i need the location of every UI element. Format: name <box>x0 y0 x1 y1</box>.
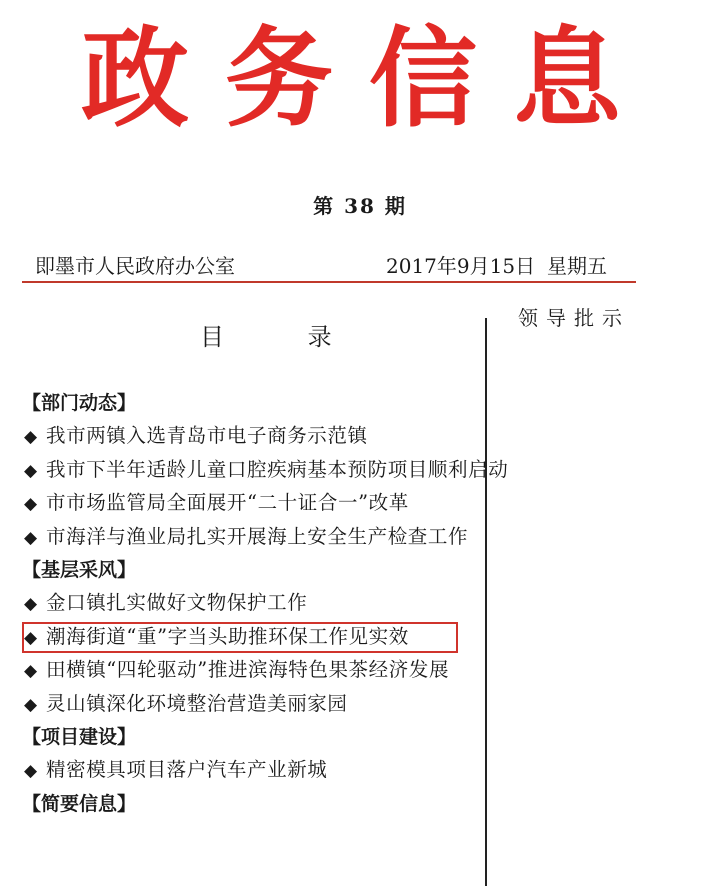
masthead-title: 政务信息 <box>80 17 657 142</box>
issue-weekday: 星期五 <box>547 254 607 278</box>
issue-date: 2017年9月15日 <box>386 254 536 278</box>
toc-item-label: 田横镇“四轮驱动”推进滨海特色果茶经济发展 <box>46 658 450 682</box>
toc-item[interactable] <box>22 455 509 488</box>
issuing-office: 即墨市人民政府办公室 <box>35 254 235 278</box>
toc-section-heading: 【部门动态】 <box>22 392 137 414</box>
toc-item-label: 灵山镇深化环境整治营造美丽家园 <box>46 691 348 715</box>
toc-item-label: 市市场监管局全面展开“二十证合一”改革 <box>46 491 409 515</box>
toc-item-label: 金口镇扎实做好文物保护工作 <box>46 591 308 615</box>
diamond-bullet-icon: ◆ <box>24 627 38 648</box>
toc-item-highlighted[interactable] <box>22 622 482 655</box>
diamond-bullet-icon: ◆ <box>24 527 38 548</box>
toc-item[interactable] <box>22 522 482 555</box>
leader-instructions-title: 领导批示 <box>518 306 630 330</box>
diamond-bullet-icon: ◆ <box>24 427 38 448</box>
toc-title: 目 录 <box>200 323 370 351</box>
toc-item-label: 精密模具项目落户汽车产业新城 <box>46 758 328 782</box>
toc-item[interactable] <box>22 755 482 788</box>
issue-number: 第 38 期 <box>313 194 407 218</box>
header-divider <box>22 281 636 283</box>
toc-item-label: 潮海街道“重”字当头助推环保工作见实效 <box>46 624 409 648</box>
toc-item[interactable] <box>22 421 482 454</box>
toc-item[interactable] <box>22 588 482 621</box>
toc-section-heading: 【基层采风】 <box>22 558 137 581</box>
diamond-bullet-icon: ◆ <box>24 661 38 682</box>
toc-section-heading: 【简要信息】 <box>22 792 137 815</box>
toc-item[interactable] <box>22 488 482 521</box>
diamond-bullet-icon: ◆ <box>24 761 38 782</box>
toc-item-label: 我市下半年适龄儿童口腔疾病基本预防项目顺利启动 <box>46 457 509 481</box>
toc-item-label: 我市两镇入选青岛市电子商务示范镇 <box>46 424 368 448</box>
diamond-bullet-icon: ◆ <box>24 460 38 481</box>
diamond-bullet-icon: ◆ <box>24 594 38 615</box>
toc-section-heading: 【项目建设】 <box>22 725 137 748</box>
toc-item[interactable] <box>22 689 482 722</box>
diamond-bullet-icon: ◆ <box>24 694 38 715</box>
table-of-contents <box>22 388 509 822</box>
toc-item-label: 市海洋与渔业局扎实开展海上安全生产检查工作 <box>46 524 469 548</box>
diamond-bullet-icon: ◆ <box>24 494 38 515</box>
toc-item[interactable] <box>22 655 482 688</box>
column-divider <box>485 318 487 886</box>
